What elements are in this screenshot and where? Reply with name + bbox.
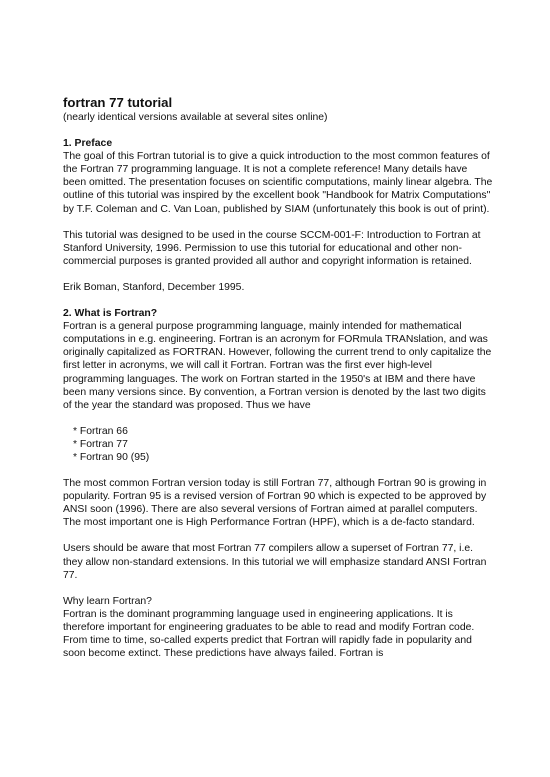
preface-paragraph-2: This tutorial was designed to be used in the course SCCM-001-F: Introduction to Fortran at Stanford University, 1996. Permission to use this tutorial for educational and other non-commercial purposes is granted provided all author and copyright information is retained. [63,229,481,267]
preface-paragraph-1: The goal of this Fortran tutorial is to give a quick introduction to the most common features of the Fortran 77 programming language. It is not a complete reference! Many details have been omitted. The presentation focuses on scientific computations, mainly linear algebra. The outline of this tutorial was inspired by the excellent book "Handbook for Matrix Computations" by T.F. Coleman and C. Van Loan, published by SIAM (unfortunately this book is out of print). [63,151,493,215]
version-list-item: * Fortran 77 [73,438,128,450]
version-list [63,425,493,464]
section-heading-preface: 1. Preface [63,138,113,150]
author-signature: Erik Boman, Stanford, December 1995. [63,281,245,293]
what-is-paragraph-2: The most common Fortran version today is still Fortran 77, although Fortran 90 is growing in popularity. Fortran 95 is a revised version of Fortran 90 which is expected to be approved by ANSI soon (1996). There are also several versions of Fortran aimed at parallel computers. The most important one is High Performance Fortran (HPF), which is a de-facto standard. [63,478,487,529]
section-heading-what-is-fortran: 2. What is Fortran? [63,308,158,320]
why-learn-paragraph: Fortran is the dominant programming language used in engineering applications. It is therefore important for engineering graduates to be able to read and modify Fortran code. From time to time, so-called experts predict that Fortran will rapidly fade in popularity and soon become extinct. These predictions have always failed. Fortran is [63,608,475,660]
what-is-paragraph-3: Users should be aware that most Fortran 77 compilers allow a superset of Fortran 77, i.e. they allow non-standard extensions. In this tutorial we will emphasize standard ANSI Fortran 77. [63,543,487,581]
what-is-paragraph-1: Fortran is a general purpose programming language, mainly intended for mathematical computations in e.g. engineering. Fortran is an acronym for FORmula TRANslation, and was originally capitalized as FORTRAN. However, following the current trend to only capitalize the first letter in acronyms, we will call it Fortran. Fortran was the first ever high-level programming languages. The work on Fortran started in the 1950's at IBM and there have been many versions since. By convention, a Fortran version is denoted by the last two digits of the year the standard was proposed. Thus we have [63,321,492,411]
version-list-item: * Fortran 90 (95) [73,451,150,463]
document-page [63,95,493,660]
version-list-item: * Fortran 66 [73,425,128,437]
subheading-why-learn-fortran: Why learn Fortran? [63,595,152,607]
document-subtitle: (nearly identical versions available at several sites online) [63,112,328,123]
document-title: fortran 77 tutorial [63,95,173,110]
